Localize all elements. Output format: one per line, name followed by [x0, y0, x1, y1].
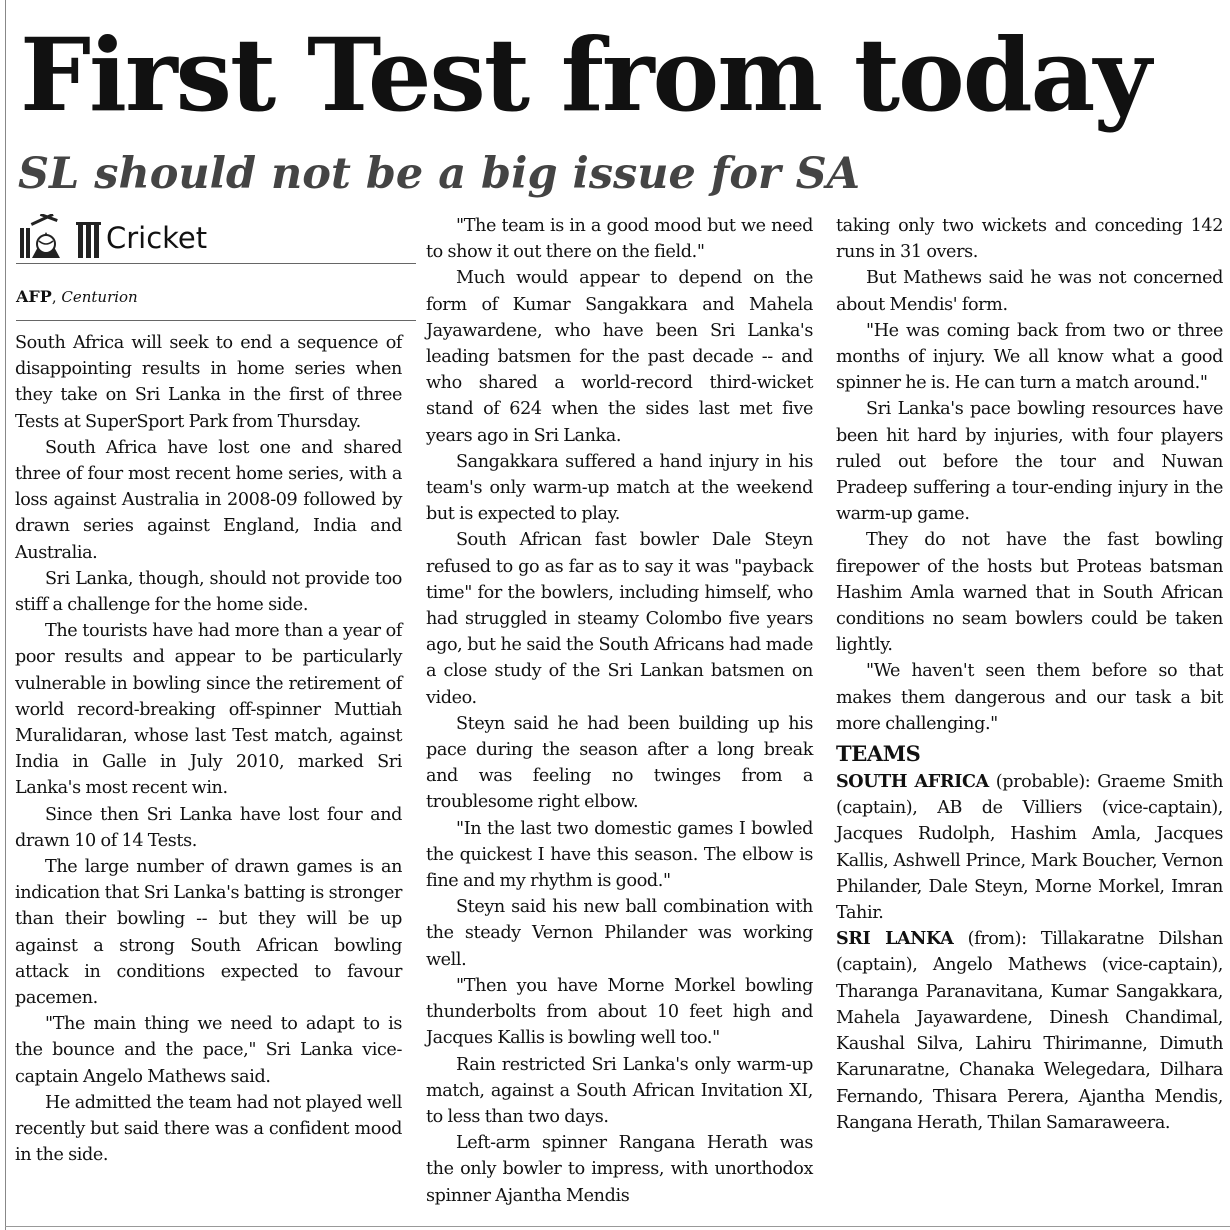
paragraph: Steyn said he had been building up his pace during the season after a long break and was feeling no twinges from a troublesome right elbow. — [426, 713, 813, 813]
paragraph: "Then you have Morne Morkel bowling thunderbolts from about 10 feet high and Jacques Kallis is bowling well too." — [426, 975, 813, 1049]
team-list-south-africa — [836, 769, 1223, 926]
byline-separator: , — [51, 288, 62, 306]
paragraph: Left-arm spinner Rangana Herath was the only bowler to impress, with unorthodox spinner Ajantha Mendis — [426, 1133, 813, 1206]
paragraph: Since then Sri Lanka have lost four and drawn 10 of 14 Tests. — [15, 804, 402, 851]
paragraph: Sri Lanka's pace bowling resources have been hit hard by injuries, with four players ruled out before the tour and Nuwan Pradeep suffering a tour-ending injury in the warm-up game. — [836, 399, 1223, 525]
headline: First Test from today — [20, 16, 1150, 134]
byline-place: Centurion — [61, 288, 138, 306]
paragraph: But Mathews said he was not concerned about Mendis' form. — [836, 268, 1223, 315]
paragraph: The tourists have had more than a year of poor results and appear to be particularly vulnerable in bowling since the retirement of world record-breaking off-spinner Muttiah Muralidaran, whose last Test match, against India in Galle in July 2010, marked Sri Lanka's most recent win. — [15, 621, 402, 799]
team-list-sri-lanka — [836, 926, 1223, 1136]
article-column-2 — [426, 213, 813, 1209]
paragraph: They do not have the fast bowling firepower of the hosts but Proteas batsman Hashim Amla warned that in South African conditions no seam bowlers could be taken lightly. — [836, 530, 1223, 656]
section-tag — [16, 212, 416, 264]
paragraph: South Africa have lost one and shared three of four most recent home series, with a loss against Australia in 2008-09 followed by drawn series against England, India and Australia. — [15, 437, 402, 563]
teams-heading: TEAMS — [836, 741, 921, 767]
paragraph: "The team is in a good mood but we need to show it out there on the field." — [426, 216, 813, 263]
section-label: Cricket — [106, 221, 208, 255]
paragraph: South African fast bowler Dale Steyn refused to go as far as to say it was "payback time" for the bowlers, including himself, who had struggled in steamy Colombo five years ago, but he said the South Africans had made a close study of the Sri Lankan batsmen on video. — [426, 530, 813, 708]
byline-agency: AFP — [16, 287, 52, 306]
paragraph: The large number of drawn games is an indication that Sri Lanka's batting is stronger than their bowling -- but they will be up against a strong South African bowling attack in conditions expected to favour pacemen. — [15, 857, 402, 1009]
subheadline: SL should not be a big issue for SA — [18, 149, 861, 199]
paragraph: "In the last two domestic games I bowled the quickest I have this season. The elbow is fine and my rhythm is good." — [426, 818, 813, 892]
paragraph: "He was coming back from two or three months of injury. We all know what a good spinner he is. He can turn a match around." — [836, 320, 1223, 394]
page-bottom-rule — [5, 1226, 1230, 1227]
paragraph: Rain restricted Sri Lanka's only warm-up match, against a South African Invitation XI, to less than two days. — [426, 1054, 813, 1127]
team-name: SRI LANKA — [836, 928, 954, 950]
section-rule — [16, 263, 416, 264]
team-name: SOUTH AFRICA — [836, 771, 989, 793]
page-left-rule — [5, 0, 6, 1230]
article-column-3 — [836, 213, 1223, 1136]
paragraph: He admitted the team had not played well recently but said there was a confident mood in the side. — [15, 1092, 402, 1166]
paragraph: "We haven't seen them before so that makes them dangerous and our task a bit more challenging." — [836, 661, 1223, 734]
paragraph: "The main thing we need to adapt to is the bounce and the pace," Sri Lanka vice-captain Angelo Mathews said. — [15, 1014, 402, 1087]
article-column-1 — [15, 330, 402, 1169]
byline-rule — [16, 320, 416, 321]
byline — [16, 286, 416, 308]
team-squad: (from): Tillakaratne Dilshan (captain), Angelo Mathews (vice-captain), Tharanga Paranavitana, Kumar Sangakkara, Mahela Jayawardene, Dinesh Chandimal, Kaushal Silva, Lahiru Thirimanne, Dimuth Karunaratne, Chanaka Welegedara, Dilhara Fernando, Thisara Perera, Ajantha Mendis, Rangana Herath, Thilan Samaraweera. — [836, 929, 1223, 1133]
team-squad: (probable): Graeme Smith (captain), AB de Villiers (vice-captain), Jacques Rudolph, Hashim Amla, Jacques Kallis, Ashwell Prince, Mark Boucher, Vernon Philander, Dale Steyn, Morne Morkel, Imran Tahir. — [836, 772, 1224, 924]
paragraph: Much would appear to depend on the form of Kumar Sangakkara and Mahela Jayawardene, who have been Sri Lanka's leading batsmen for the past decade -- and who shared a world-record third-wicket stand of 624 when the sides last met five years ago in Sri Lanka. — [426, 268, 813, 446]
paragraph: Sri Lanka, though, should not provide too stiff a challenge for the home side. — [15, 568, 402, 616]
paragraph: Steyn said his new ball combination with the steady Vernon Philander was working well. — [426, 897, 813, 970]
paragraph: taking only two wickets and conceding 142 runs in 31 overs. — [836, 216, 1223, 263]
cricket-stumps-ball-icon — [16, 214, 102, 260]
paragraph: South Africa will seek to end a sequence of disappointing results in home series when they take on Sri Lanka in the first of three Tests at SuperSport Park from Thursday. — [15, 333, 402, 432]
paragraph: Sangakkara suffered a hand injury in his team's only warm-up match at the weekend but is expected to play. — [426, 451, 813, 525]
